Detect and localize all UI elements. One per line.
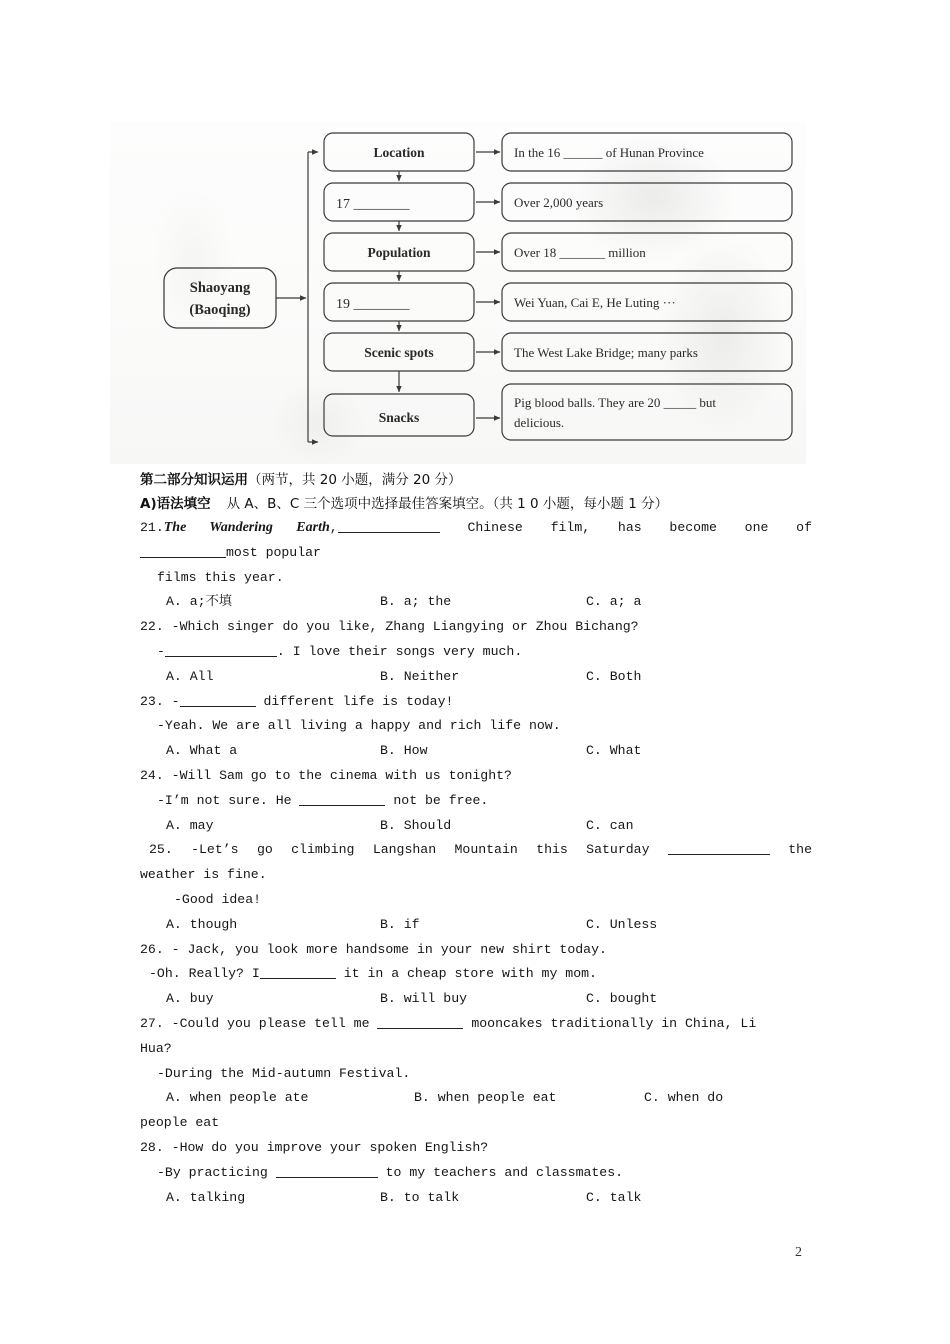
q21-option-b[interactable]: B. a; the [380,594,452,610]
q27-line3: -During the Mid-autumn Festival. [157,1065,411,1081]
q24-blank[interactable] [299,805,385,806]
q28-line2-post: to my teachers and classmates. [377,1164,624,1180]
q28-line2-pre: -By practicing [157,1164,276,1180]
diagram-row-population [324,233,792,281]
q23-option-b[interactable]: B. How [380,743,428,759]
q27-option-a[interactable]: A. when people ate [166,1090,309,1106]
q24-line2-pre: -I’m not sure. He [157,792,300,808]
q27-option-b[interactable]: B. when people eat [414,1090,557,1106]
right-box-text-2: Over 18 _______ million [514,245,646,260]
q22-line2 [140,640,812,665]
question-21 [140,516,812,615]
q24-line2 [140,789,812,814]
question-23 [140,690,812,764]
right-box-text-0: In the 16 ______ of Hunan Province [514,145,704,160]
q21-line1 [140,516,812,541]
q23-blank[interactable] [180,706,256,707]
q21-blank-1[interactable] [338,532,440,533]
q26-line2-post: it in a cheap store with my mom. [335,966,597,982]
left-box-label-4: Scenic spots [364,345,434,360]
q22-line1: 22. -Which singer do you like, Zhang Liangying or Zhou Bichang? [140,619,639,635]
q25-line1-post: the [788,842,812,858]
q23-options [140,739,812,764]
diagram-row-snacks [324,384,792,440]
q28-blank[interactable] [276,1177,378,1178]
q27-blank[interactable] [377,1028,463,1029]
q27-line1-post: mooncakes traditionally in China, Li [463,1015,757,1031]
q28-line2 [140,1161,812,1186]
q24-option-a[interactable]: A. may [166,817,214,833]
q22-option-a[interactable]: A. All [166,668,214,684]
q26-blank[interactable] [260,978,336,979]
q26-option-a[interactable]: A. buy [166,991,214,1007]
q25-option-c[interactable]: C. Unless [586,916,658,932]
q27-options [140,1086,812,1111]
left-box-label-0: Location [373,145,425,160]
q26-line2 [140,962,812,987]
q27-line2: Hua? [140,1040,172,1056]
question-26 [140,938,812,1012]
q23-option-c[interactable]: C. What [586,743,642,759]
q26-line2-pre: -Oh. Really? I [149,966,260,982]
q23-line1-pre: 23. - [140,693,180,709]
left-box-label-5: Snacks [378,410,420,425]
q22-dash: - [157,643,165,659]
q27-line1-pre: 27. -Could you please tell me [140,1015,378,1031]
q21-comma: , [329,520,338,535]
q25-line1 [140,838,812,863]
right-box-text-1: Over 2,000 years [514,195,604,210]
q26-options [140,987,812,1012]
page-number: 2 [795,1245,802,1260]
question-22 [140,615,812,689]
diagram-row-history [324,183,792,231]
q23-line1 [140,690,812,715]
q24-option-b[interactable]: B. Should [380,817,452,833]
q22-blank[interactable] [165,656,277,657]
q26-line1: 26. - Jack, you look more handsome in your new shirt today. [140,941,607,957]
q28-option-c[interactable]: C. talk [586,1189,642,1205]
scanned-diagram-region [110,122,806,464]
q28-option-a[interactable]: A. talking [166,1189,246,1205]
root-label-line1: Shaoyang [189,280,251,296]
part-two-heading-rest: （两节，共 20 小题，满分 20 分） [248,472,462,488]
part-two-heading [140,468,812,492]
right-box-text-5: Pig blood balls. They are 20 _____ but [514,395,716,410]
diagram-row-location [324,133,792,181]
q25-line2: weather is fine. [140,867,267,883]
q21-line2-tail: most popular [226,544,321,560]
q27-line1 [140,1012,812,1037]
section-a-heading-rest: 从 A、B、C 三个选项中选择最佳答案填空。（共 1 0 小题，每小题 1 分） [226,496,669,512]
q23-line1-post: different life is today! [255,693,454,709]
q25-options [140,913,812,938]
q27-option-c-wrap[interactable]: people eat [140,1115,220,1131]
q27-option-c[interactable]: C. when do [644,1090,724,1106]
q21-option-c[interactable]: C. a; a [586,594,642,610]
q28-options [140,1186,812,1211]
q24-line2-post: not be free. [385,792,489,808]
left-box-label-1: 17 ________ [336,197,410,212]
question-25 [140,838,812,937]
q21-number: 21. [140,520,164,535]
right-box-snacks [502,384,792,440]
q25-blank[interactable] [668,854,770,855]
q25-line3: -Good idea! [174,891,262,907]
q21-line3: films this year. [157,569,284,585]
q26-option-c[interactable]: C. bought [586,991,658,1007]
q22-option-b[interactable]: B. Neither [380,668,460,684]
exam-body [140,468,812,1210]
q21-blank-2[interactable] [140,557,226,558]
q28-line1: 28. -How do you improve your spoken English? [140,1139,489,1155]
part-two-heading-bold: 第二部分知识运用 [140,472,248,488]
q23-option-a[interactable]: A. What a [166,743,238,759]
section-a-heading-bold: A)语法填空 [140,496,211,512]
q22-line2-post: . I love their songs very much. [276,643,523,659]
right-box-text-6: delicious. [514,415,565,430]
left-box-label-3: 19 ________ [336,297,410,312]
q25-option-b[interactable]: B. if [380,916,420,932]
diagram-row-famous-people [324,283,792,331]
diagram-root-node [164,268,276,328]
q25-option-a[interactable]: A. though [166,916,238,932]
q28-option-b[interactable]: B. to talk [380,1189,460,1205]
q24-option-c[interactable]: C. can [586,817,634,833]
q21-film-title: The Wandering Earth [163,520,330,535]
q21-option-a[interactable]: A. a;不填 [166,594,232,610]
question-27 [140,1012,812,1136]
q21-line1-tail: Chinese film, has become one of [467,520,813,535]
question-28 [140,1136,812,1210]
left-box-label-2: Population [367,245,431,260]
right-box-text-3: Wei Yuan, Cai E, He Luting ··· [514,295,676,310]
root-label-line2: (Baoqing) [189,302,251,318]
section-a-heading [140,492,812,516]
q24-line1: 24. -Will Sam go to the cinema with us tonight? [140,767,512,783]
q21-line2 [140,541,812,566]
q26-option-b[interactable]: B. will buy [380,991,468,1007]
diagram-row-scenic-spots [324,333,792,392]
q25-line1-pre: 25. -Let’s go climbing Langshan Mountain this Saturday [149,842,650,858]
q24-options [140,814,812,839]
q22-option-c[interactable]: C. Both [586,668,642,684]
q22-options [140,665,812,690]
question-24 [140,764,812,838]
shaoyang-info-flowchart [110,122,806,464]
q21-options [140,590,812,615]
q23-line2: -Yeah. We are all living a happy and rich life now. [157,718,561,734]
right-box-text-4: The West Lake Bridge; many parks [514,345,698,360]
